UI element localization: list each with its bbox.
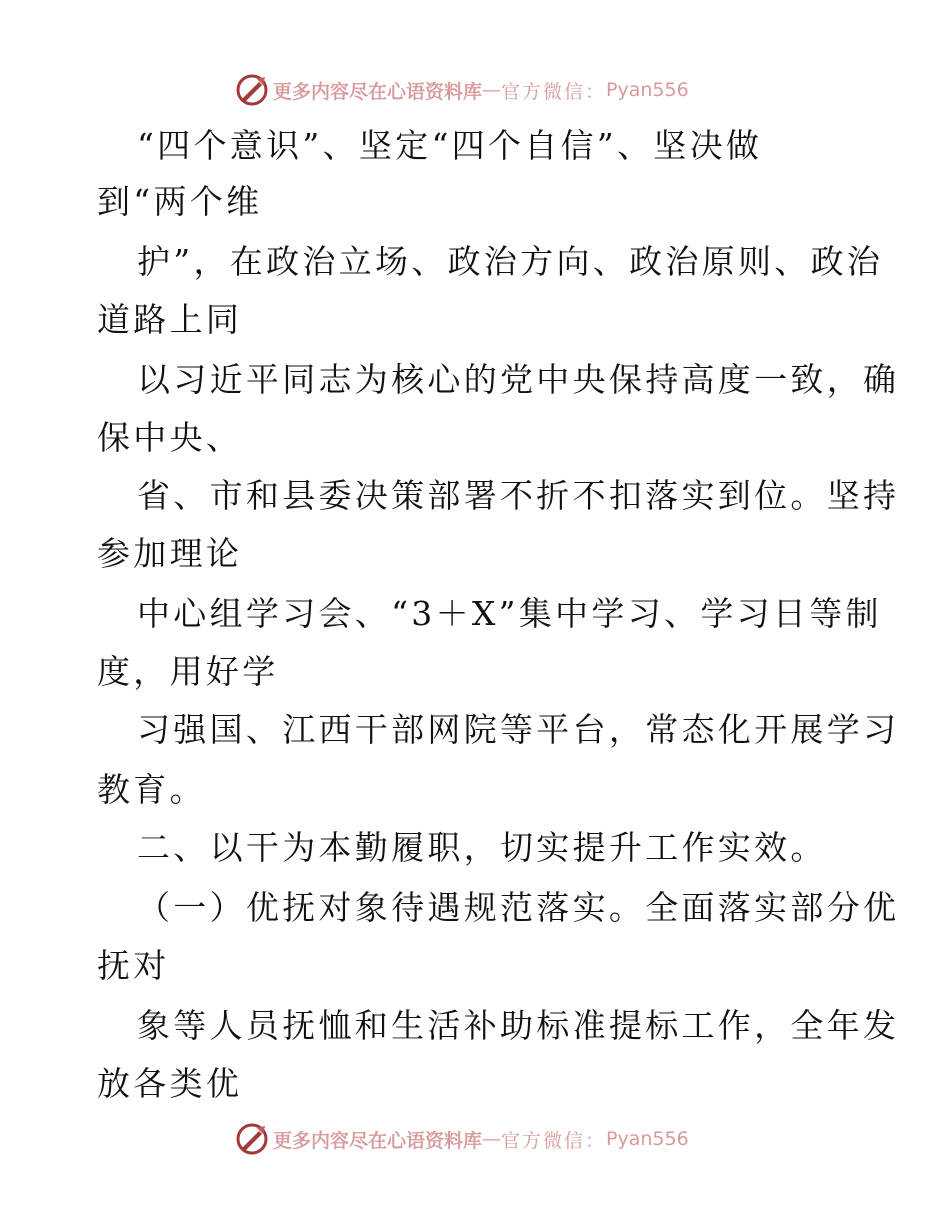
header-watermark-banner — [235, 72, 689, 108]
body-line-4: 道路上同 — [97, 300, 243, 339]
body-line-14: （一）优抚对象待遇规范落实。全面落实部分优 — [137, 888, 900, 927]
quill-pen-logo-icon — [235, 73, 269, 107]
body-line-9: 中心组学习会、“3＋X”集中学习、学习日等制 — [137, 594, 882, 633]
footer-separator: — — [482, 1128, 502, 1150]
body-line-7: 省、市和县委决策部署不折不扣落实到位。坚持 — [137, 476, 900, 515]
quill-pen-logo-icon — [235, 1122, 269, 1156]
body-line-11: 习强国、江西干部网院等平台，常态化开展学习 — [137, 710, 900, 749]
footer-wechat-label: 官方微信： — [501, 1129, 607, 1152]
header-separator: — — [482, 79, 502, 101]
body-line-1: “四个意识”、坚定“四个自信”、坚决做 — [137, 126, 763, 165]
body-line-3: 护”，在政治立场、政治方向、政治原则、政治 — [137, 242, 884, 281]
body-line-13: 二、以干为本勤履职，切实提升工作实效。 — [137, 828, 827, 867]
body-line-12: 教育。 — [97, 770, 206, 809]
body-line-10: 度，用好学 — [97, 652, 279, 691]
header-wechat-id: Pyan556 — [606, 79, 689, 101]
footer-promo-text: 更多内容尽在心语资料库 — [273, 1129, 483, 1152]
body-line-5: 以习近平同志为核心的党中央保持高度一致，确 — [137, 360, 900, 399]
body-line-2: 到“两个维 — [97, 182, 263, 221]
body-line-17: 放各类优 — [97, 1064, 243, 1103]
body-line-16: 象等人员抚恤和生活补助标准提标工作，全年发 — [137, 1006, 900, 1045]
body-line-8: 参加理论 — [97, 534, 243, 573]
body-line-6: 保中央、 — [97, 418, 243, 457]
footer-watermark-banner — [235, 1121, 689, 1157]
body-line-15: 抚对 — [97, 946, 170, 985]
header-wechat-label: 官方微信： — [501, 80, 607, 103]
footer-wechat-id: Pyan556 — [606, 1128, 689, 1150]
header-promo-text: 更多内容尽在心语资料库 — [273, 80, 483, 103]
